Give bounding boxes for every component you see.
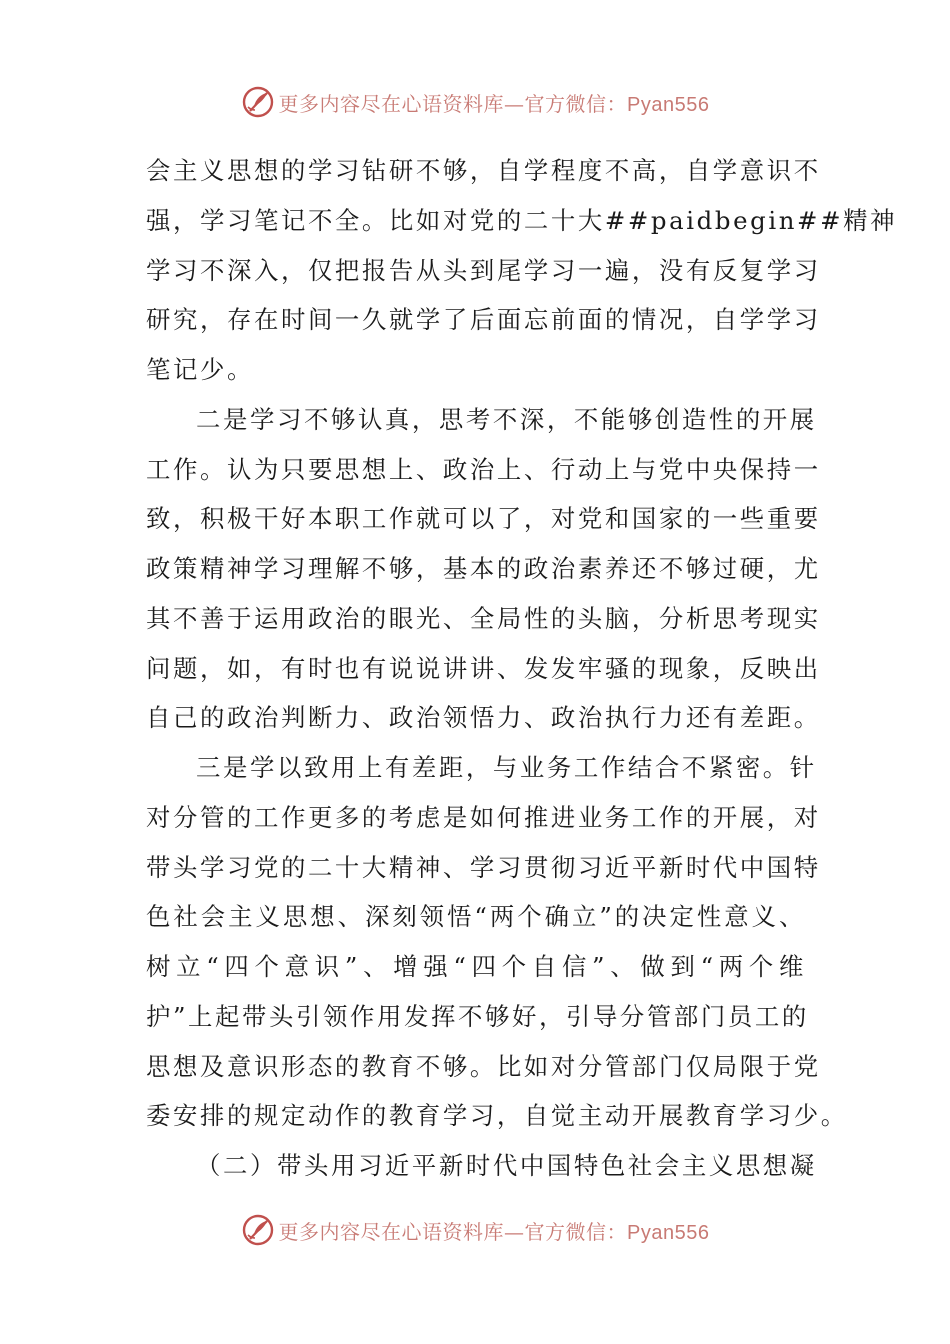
text-line: 致，积极干好本职工作就可以了，对党和国家的一些重要 <box>146 504 821 534</box>
header-banner <box>0 82 950 122</box>
text-line: 强，学习笔记不全。比如对党的二十大##paidbegin##精神 <box>146 205 898 235</box>
text-line: 政策精神学习理解不够，基本的政治素养还不够过硬，尤 <box>146 554 821 583</box>
text-line: 护”上起带头引领作用发挥不够好，引导分管部门员工的 <box>146 1001 809 1031</box>
banner-text: 更多内容尽在心语资料库—官方微信：Pyan556 <box>278 1219 710 1244</box>
text-line: 思想及意识形态的教育不够。比如对分管部门仅局限于党 <box>146 1051 821 1081</box>
text-line: 自己的政治判断力、政治领悟力、政治执行力还有差距。 <box>146 703 821 733</box>
text-line: 笔记少。 <box>146 355 254 384</box>
quill-logo-icon <box>241 85 275 119</box>
text-line: 其不善于运用政治的眼光、全局性的头脑，分析思考现实 <box>146 603 821 633</box>
text-line: 带头学习党的二十大精神、学习贯彻习近平新时代中国特 <box>146 852 821 882</box>
banner-text: 更多内容尽在心语资料库—官方微信：Pyan556 <box>278 91 710 116</box>
document-body <box>146 146 898 1191</box>
text-line: 色社会主义思想、深刻领悟“两个确立”的决定性意义、 <box>146 902 806 932</box>
text-line: 树立“四个意识”、增强“四个自信”、做到“两个维 <box>146 952 806 981</box>
wechat-id: Pyan556 <box>627 1221 710 1244</box>
text-line: 工作。认为只要思想上、政治上、行动上与党中央保持一 <box>146 454 821 484</box>
footer-banner <box>0 1210 950 1250</box>
quill-logo-icon <box>241 1213 275 1247</box>
text-line: 会主义思想的学习钻研不够，自学程度不高，自学意识不 <box>146 156 821 185</box>
text-line: 研究，存在时间一久就学了后面忘前面的情况，自学学习 <box>146 305 821 335</box>
paragraph-start-line: （二）带头用习近平新时代中国特色社会主义思想凝 <box>196 1151 817 1180</box>
text-line: 学习不深入，仅把报告从头到尾学习一遍，没有反复学习 <box>146 255 821 285</box>
text-line: 问题，如，有时也有说说讲讲、发发牢骚的现象，反映出 <box>146 653 821 683</box>
paragraph-start-line: 二是学习不够认真，思考不深，不能够创造性的开展 <box>196 404 817 434</box>
paragraph-start-line: 三是学以致用上有差距，与业务工作结合不紧密。针 <box>196 753 817 782</box>
text-line: 对分管的工作更多的考虑是如何推进业务工作的开展，对 <box>146 802 821 832</box>
wechat-id: Pyan556 <box>627 93 710 116</box>
text-line: 委安排的规定动作的教育学习，自觉主动开展教育学习少。 <box>146 1101 848 1131</box>
